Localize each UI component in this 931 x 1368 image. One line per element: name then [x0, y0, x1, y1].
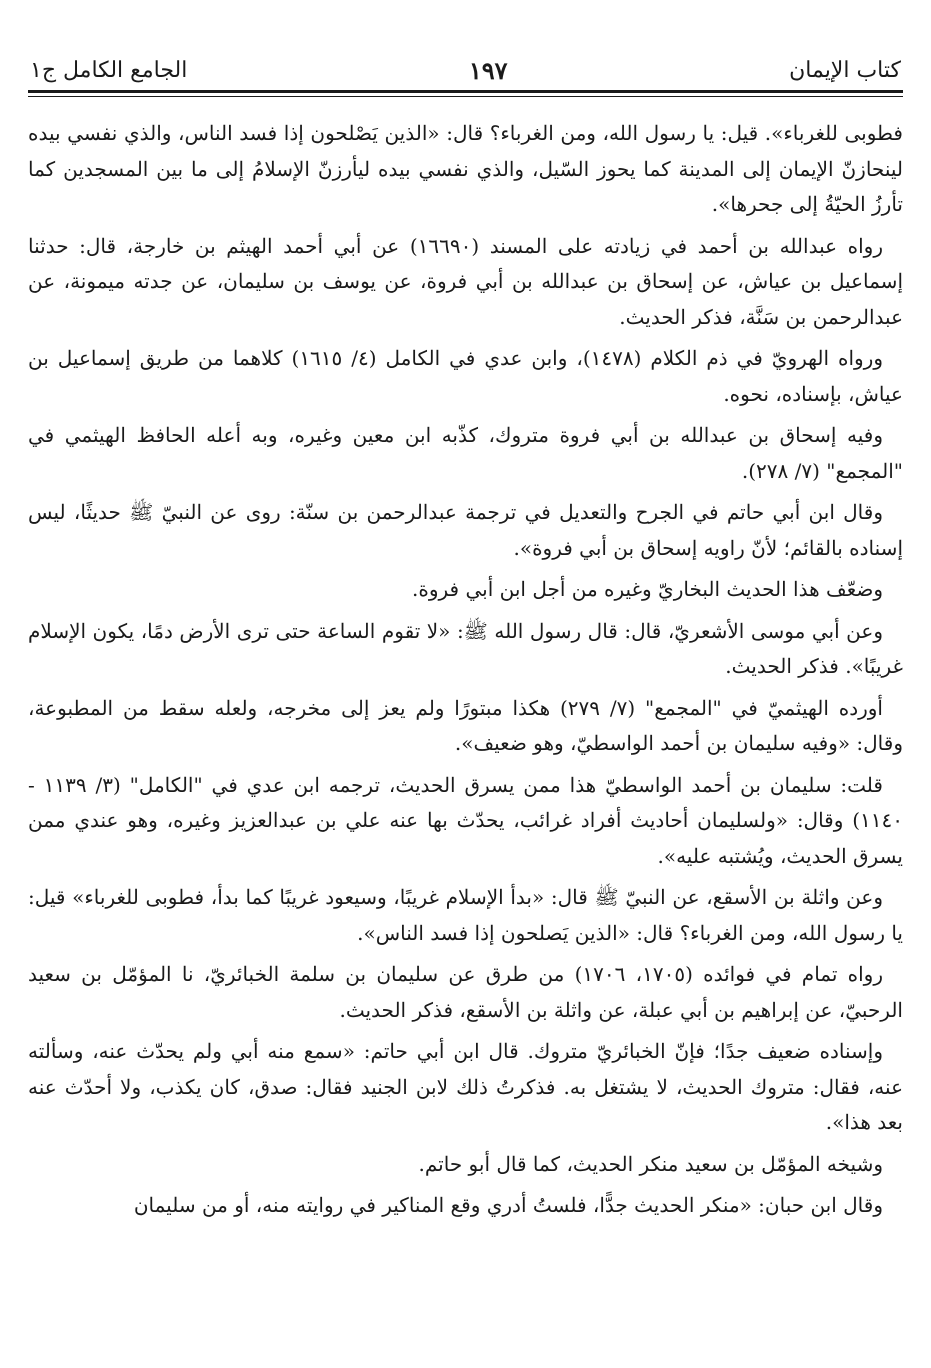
paragraph: ورواه الهرويّ في ذم الكلام (١٤٧٨)، وابن عدي في الكامل (٤/ ١٦١٥) كلاهما من طريق إسماعيل بن عياش، بإسناده، نحوه.: [28, 346, 903, 406]
paragraph: فطوبى للغرباء». قيل: يا رسول الله، ومن الغرباء؟ قال: «الذين يَصْلحون إذا فسد الناس، والذي نفسي بيده لينحازنّ الإيمان إلى المدينة كما يحوز السّيل، والذي نفسي بيده ليأرزنّ الإسلامُ إلى ما بين المسجدين كما تأرزُ الحيّةُ إلى جحرها».: [28, 121, 903, 216]
paragraph: قلت: سليمان بن أحمد الواسطيّ هذا ممن يسرق الحديث، ترجمه ابن عدي في "الكامل" (٣/ ١١٣٩ - ١١٤٠) وقال: «ولسليمان أحاديث أفراد غرائب، يحدّث بها عنه علي بن عبدالعزيز وغيره، وهو عندي ممن يسرق الحديث، ويُشتبه عليه».: [28, 772, 903, 868]
paragraph: وقال ابن أبي حاتم في الجرح والتعديل في ترجمة عبدالرحمن بن سنّة: روى عن النبيّ ﷺ حديثًا، ليس إسناده بالقائم؛ لأنّ راويه إسحاق بن أبي فروة».: [28, 500, 903, 560]
paragraph: أورده الهيثميّ في "المجمع" (٧/ ٢٧٩) هكذا مبتورًا ولم يعز إلى مخرجه، ولعله سقط من المطبوعة، وقال: «وفيه سليمان بن أحمد الواسطيّ، وهو ضعيف».: [28, 695, 903, 755]
paragraph: وقال ابن حبان: «منكر الحديث جدًّا، فلستُ أدري وقع المناكير في روايته منه، أو من سليمان: [133, 1193, 883, 1217]
paragraph: وإسناده ضعيف جدًا؛ فإنّ الخبائريّ متروك. قال ابن أبي حاتم: «سمع منه أبي ولم يحدّث عنه، وسألته عنه، فقال: متروك الحديث، لا يشتغل به. فذكرتُ ذلك لابن الجنيد فقال: صدق، كان يكذب، ولا أحدّث عنه بعد هذا».: [28, 1039, 903, 1134]
paragraph: وفيه إسحاق بن عبدالله بن أبي فروة متروك، كذّبه ابن معين وغيره، وبه أعله الحافظ الهيثمي في "المجمع" (٧/ ٢٧٨).: [28, 423, 903, 483]
page-number: ١٩٧: [468, 55, 508, 85]
chapter-title: كتاب الإيمان: [789, 57, 901, 83]
paragraph: وضعّف هذا الحديث البخاريّ وغيره من أجل ابن أبي فروة.: [412, 577, 883, 601]
running-header: [30, 52, 901, 88]
header-rule-thick: [28, 90, 903, 93]
paragraph: وعن واثلة بن الأسقع، عن النبيّ ﷺ قال: «بدأ الإسلام غريبًا، وسيعود غريبًا كما بدأ، فطوبى للغرباء» قيل: يا رسول الله، ومن الغرباء؟ قال: «الذين يَصلحون إذا فسد الناس».: [28, 885, 903, 945]
paragraph: رواه تمام في فوائده (١٧٠٥، ١٧٠٦) من طرق عن سليمان بن سلمة الخبائريّ، نا المؤمّل بن سعيد الرحبيّ، عن إبراهيم بن أبي عبلة، عن واثلة بن الأسقع، فذكر الحديث.: [28, 962, 903, 1022]
paragraph: رواه عبدالله بن أحمد في زيادته على المسند (١٦٦٩٠) عن أبي أحمد الهيثم بن خارجة، قال: حدثنا إسماعيل بن عياش، عن إسحاق بن عبدالله بن أبي فروة، عن يوسف بن سليمان، عن جدته ميمونة، عن عبدالرحمن بن سَنَّة، فذكر الحديث.: [28, 233, 903, 329]
book-title: الجامع الكامل ج١: [30, 57, 188, 83]
page-body: [28, 116, 903, 1230]
header-rule-thin: [28, 96, 903, 97]
paragraph: وشيخه المؤمّل بن سعيد منكر الحديث، كما قال أبو حاتم.: [418, 1151, 883, 1176]
paragraph: وعن أبي موسى الأشعريّ، قال: قال رسول الله ﷺ: «لا تقوم الساعة حتى ترى الأرض دمًا، يكون الإسلام غريبًا». فذكر الحديث.: [28, 618, 903, 678]
